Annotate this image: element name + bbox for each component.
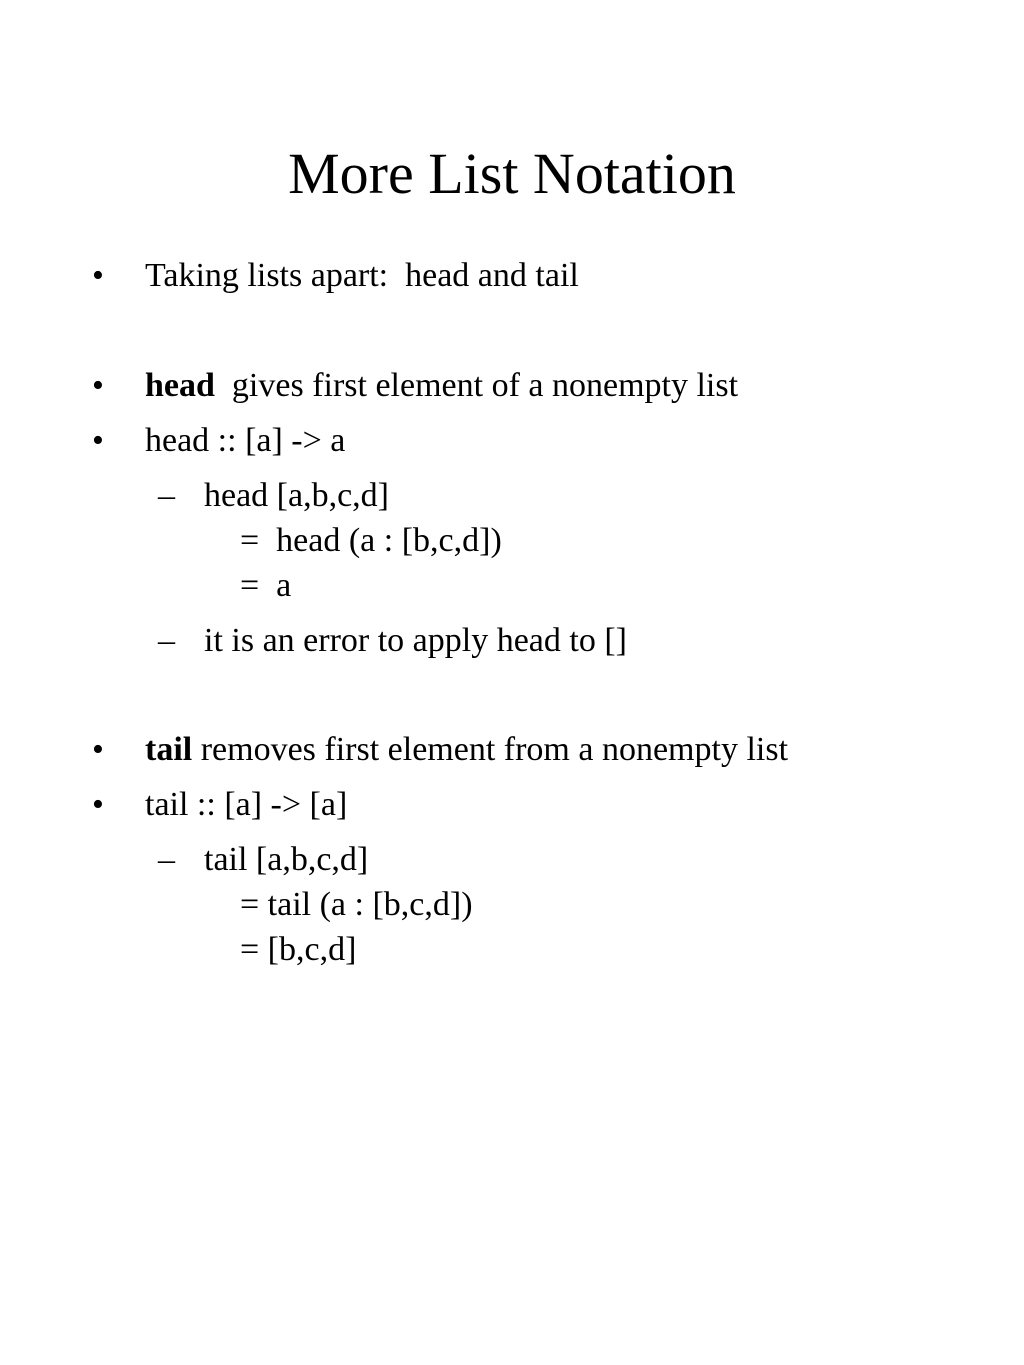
bullet-marker: •	[92, 367, 104, 404]
tail-example-line-1: tail [a,b,c,d]	[204, 841, 369, 878]
tail-example-line-3: = [b,c,d]	[240, 931, 357, 968]
head-example-line-2: = head (a : [b,c,d])	[240, 522, 502, 559]
tail-description-text: removes first element from a nonempty list	[192, 731, 789, 768]
bullet-marker: •	[92, 731, 104, 768]
head-description-text: gives first element of a nonempty list	[214, 367, 739, 404]
slide-title: More List Notation	[288, 141, 736, 206]
bullet-head-description	[145, 366, 738, 406]
tail-example-line-2: = tail (a : [b,c,d])	[240, 886, 473, 923]
head-example-line-3: = a	[240, 567, 292, 604]
bullet-marker: •	[92, 786, 104, 823]
head-example-line-1: head [a,b,c,d]	[204, 477, 390, 514]
bullet-taking-lists-apart: Taking lists apart: head and tail	[145, 257, 579, 294]
bullet-marker: •	[92, 422, 104, 459]
tail-keyword: tail	[145, 731, 193, 768]
dash-marker: –	[158, 841, 175, 878]
bullet-tail-description	[145, 730, 788, 770]
dash-marker: –	[158, 477, 175, 514]
head-error-note: it is an error to apply head to []	[204, 622, 627, 659]
head-keyword: head	[145, 367, 215, 404]
dash-marker: –	[158, 622, 175, 659]
bullet-marker: •	[92, 257, 104, 294]
bullet-tail-type: tail :: [a] -> [a]	[145, 786, 348, 823]
bullet-head-type: head :: [a] -> a	[145, 422, 346, 459]
